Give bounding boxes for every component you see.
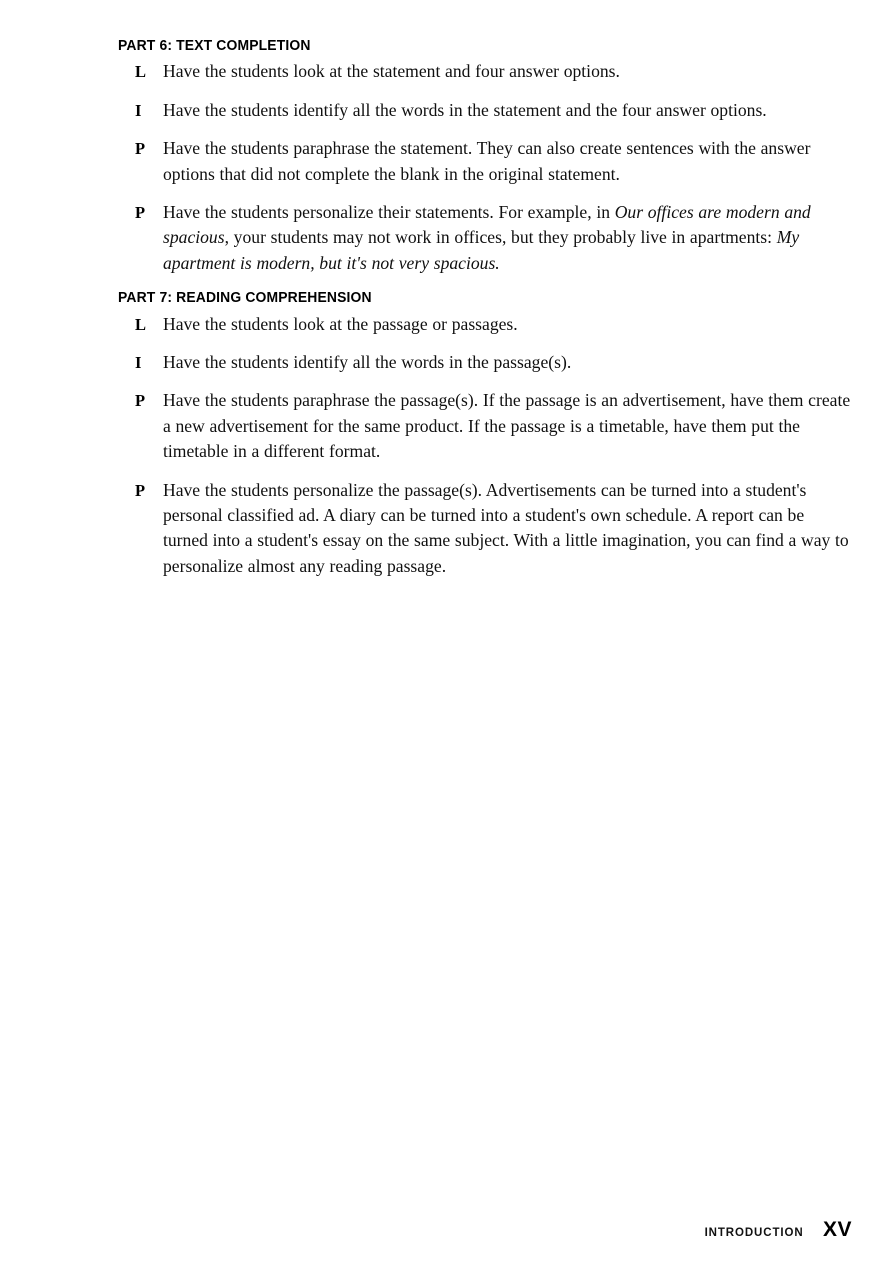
item-marker-look: L — [135, 314, 147, 334]
page-footer — [0, 1218, 852, 1242]
item-text: Have the students paraphrase the statement. They can also create sentences with the answer options that did not complete the blank in the original statement. — [163, 138, 811, 184]
instruction-list-part-6 — [118, 59, 852, 276]
section-heading-part-7: PART 7: READING COMPREHENSION — [118, 290, 372, 307]
footer-section-label: INTRODUCTION — [704, 1227, 804, 1239]
item-marker-paraphrase: P — [135, 139, 146, 159]
instruction-list-part-7 — [118, 312, 852, 580]
page-content — [118, 38, 852, 592]
list-item — [118, 478, 852, 580]
item-marker-look: L — [135, 62, 147, 82]
list-item — [118, 59, 852, 84]
item-text: Have the students personalize their statements. For example, in Our offices are modern and spacious, your students may not work in offices, but they probably live in apartments: My apartment is modern, but it's not very spacious. — [163, 202, 811, 273]
list-item — [118, 98, 852, 123]
section-part-6 — [118, 38, 852, 276]
item-marker-identify: I — [135, 100, 142, 120]
item-marker-identify: I — [135, 353, 142, 373]
item-text: Have the students identify all the words in the statement and the four answer options. — [163, 99, 767, 120]
section-heading-part-6: PART 6: TEXT COMPLETION — [118, 38, 311, 54]
item-text: Have the students paraphrase the passage(s). If the passage is an advertisement, have them create a new advertisement for the same product. If the passage is a timetable, have them put the timetable in a different format. — [163, 390, 851, 462]
item-text: Have the students personalize the passage(s). Advertisements can be turned into a student's personal classified ad. A diary can be turned into a student's own schedule. A report can be turned into a student's essay on the same subject. With a little imagination, you can find a way to personalize almost any reading passage. — [163, 479, 849, 576]
list-item — [118, 312, 852, 337]
item-text: Have the students look at the statement and four answer options. — [163, 61, 620, 82]
item-text: Have the students identify all the words in the passage(s). — [163, 352, 572, 373]
list-item — [118, 350, 852, 375]
section-part-7 — [118, 290, 852, 579]
item-text: Have the students look at the passage or passages. — [163, 313, 518, 334]
item-marker-paraphrase: P — [135, 391, 146, 411]
item-marker-personalize: P — [135, 480, 146, 500]
list-item — [118, 388, 852, 464]
page-number: XV — [822, 1218, 852, 1241]
list-item — [118, 136, 852, 187]
list-item — [118, 200, 852, 276]
item-marker-personalize: P — [135, 203, 146, 223]
